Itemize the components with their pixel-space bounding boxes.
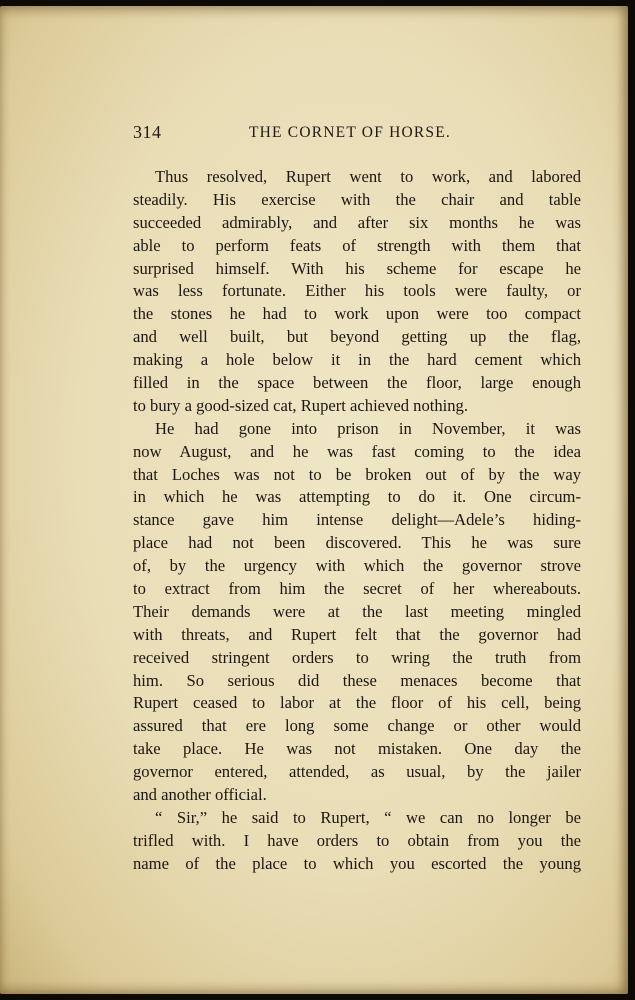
text-line: stance gave him intense delight—Adele’s hiding- [133,510,581,530]
text-line: to bury a good-sized cat, Rupert achieved nothing. [133,395,469,415]
text-line: of, by the urgency with which the governor strove [133,556,581,576]
running-title: THE CORNET OF HORSE. [249,124,451,141]
text-line: in which he was attempting to do it. One circum- [133,487,581,507]
text-line: trifled with. I have orders to obtain from you the [133,830,581,850]
text-line: making a hole below it in the hard cement which [133,350,581,370]
book-page [0,6,628,994]
text-line: governor entered, attended, as usual, by the jailer [133,762,581,782]
text-line: surprised himself. With his scheme for escape he [133,258,581,278]
text-line: with threats, and Rupert felt that the governor had [133,624,581,644]
text-line: Thus resolved, Rupert went to work, and labored [155,167,581,186]
text-line: and another official. [133,785,267,805]
text-line: received stringent orders to wring the truth from [133,647,581,667]
page-number: 314 [133,122,162,142]
text-line: was less fortunate. Either his tools were faulty, or [133,281,581,301]
text-line: filled in the space between the floor, large enough [133,373,581,393]
text-line: He had gone into prison in November, it was [155,418,581,438]
text-line: assured that ere long some change or other would [133,716,581,736]
text-line: name of the place to which you escorted the young [133,853,581,873]
text-line: take place. He was not mistaken. One day the [133,739,581,759]
text-line: and well built, but beyond getting up the flag, [133,327,581,347]
text-line: place had not been discovered. This he was sure [133,533,581,553]
page-header [133,122,581,146]
text-line: now August, and he was fast coming to the idea [133,441,581,461]
text-line: to extract from him the secret of her whereabouts. [133,579,581,599]
text-line: “ Sir,” he said to Rupert, “ we can no longer be [155,807,581,827]
text-line: Rupert ceased to labor at the floor of his cell, being [133,693,581,713]
text-line: able to perform feats of strength with them that [133,235,581,255]
text-line: steadily. His exercise with the chair and table [133,189,581,209]
text-line: the stones he had to work upon were too compact [133,304,581,324]
body-text [133,166,581,876]
text-line: succeeded admirably, and after six months he was [133,212,581,232]
text-line: Their demands were at the last meeting mingled [133,601,581,621]
text-line: that Loches was not to be broken out of by the way [133,464,581,484]
text-line: him. So serious did these menaces become that [133,670,581,690]
